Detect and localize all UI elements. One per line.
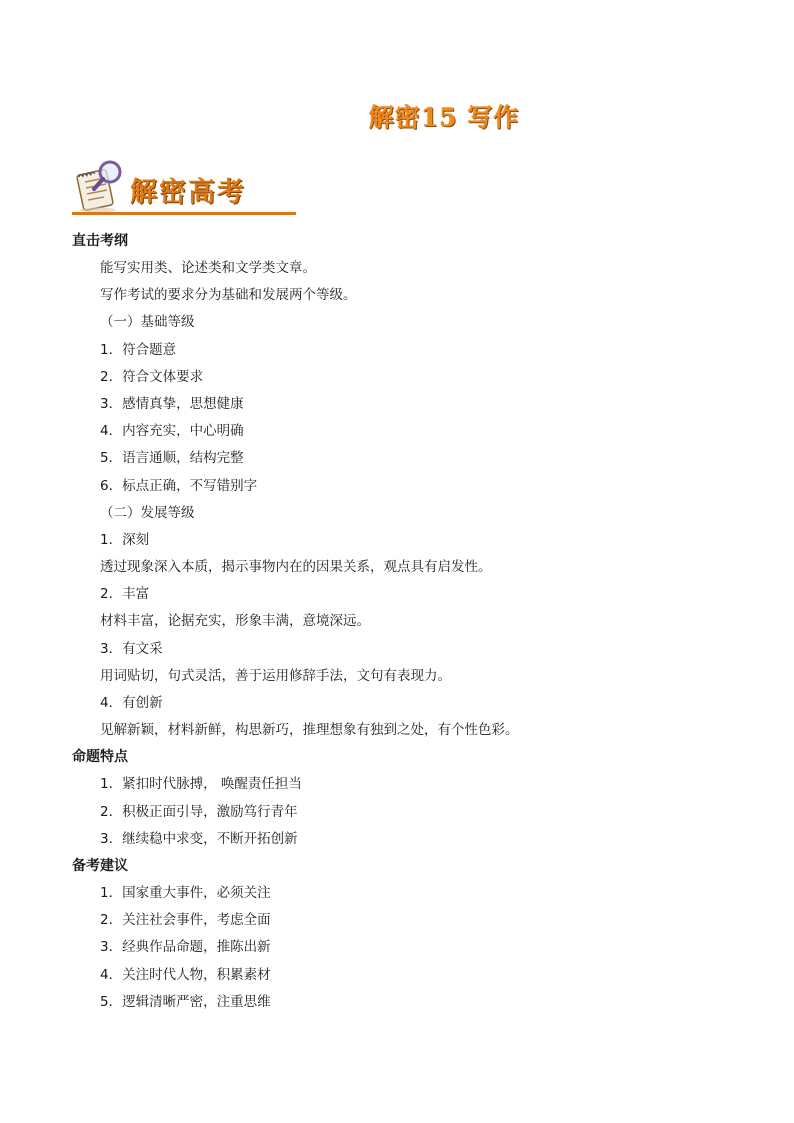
outline-line: 4．有创新 xyxy=(100,695,163,711)
section-heading-features: 命题特点 xyxy=(72,749,128,766)
outline-line: 用词贴切，句式灵活，善于运用修辞手法，文句有表现力。 xyxy=(100,667,451,684)
outline-line: 6．标点正确，不写错别字 xyxy=(100,477,258,494)
advice-line: 5．逻辑清晰严密，注重思维 xyxy=(100,993,271,1010)
outline-line: 3．有文采 xyxy=(100,640,163,657)
outline-line: 1．符合题意 xyxy=(100,341,177,358)
advice-line: 4．关注时代人物，积累素材 xyxy=(100,966,271,983)
features-line: 2．积极正面引导，激励笃行青年 xyxy=(100,803,298,820)
document-body xyxy=(72,228,732,1016)
advice-line: 2．关注社会事件，考虑全面 xyxy=(100,912,271,929)
outline-line: （二）发展等级 xyxy=(100,504,195,521)
outline-line: （一）基础等级 xyxy=(100,314,195,331)
outline-line: 1．深刻 xyxy=(100,531,150,548)
outline-line: 5．语言通顺，结构完整 xyxy=(100,450,244,467)
magnifier-notepad-icon xyxy=(74,158,128,214)
features-line: 1．紧扣时代脉搏， 唤醒责任担当 xyxy=(100,776,302,793)
banner-label: 解密高考 xyxy=(130,177,246,208)
page-title xyxy=(0,98,794,134)
outline-line: 见解新颖，材料新鲜，构思新巧，推理想象有独到之处，有个性色彩。 xyxy=(100,722,519,739)
outline-line: 3．感情真挚，思想健康 xyxy=(100,395,244,412)
features-line: 3．继续稳中求变，不断开拓创新 xyxy=(100,830,298,847)
advice-line: 3．经典作品命题，推陈出新 xyxy=(100,939,271,956)
section-heading-outline: 直击考纲 xyxy=(72,233,128,249)
features-lines xyxy=(72,771,732,853)
section-heading-advice: 备考建议 xyxy=(72,857,128,874)
outline-line: 2．丰富 xyxy=(100,586,150,603)
advice-lines xyxy=(72,880,732,1016)
page-title-text: 解密15 写作 xyxy=(368,103,520,132)
advice-line: 1．国家重大事件，必须关注 xyxy=(100,884,271,901)
outline-line: 材料丰富，论据充实，形象丰满，意境深远。 xyxy=(100,613,370,630)
outline-line: 2．符合文体要求 xyxy=(100,368,204,385)
outline-line: 写作考试的要求分为基础和发展两个等级。 xyxy=(100,287,357,304)
outline-line: 能写实用类、论述类和文学类文章。 xyxy=(100,260,316,276)
outline-line: 透过现象深入本质，揭示事物内在的因果关系，观点具有启发性。 xyxy=(100,559,492,576)
outline-lines xyxy=(72,255,732,744)
banner-underline xyxy=(72,212,296,215)
outline-line: 4．内容充实，中心明确 xyxy=(100,423,244,440)
section-banner xyxy=(72,158,296,218)
